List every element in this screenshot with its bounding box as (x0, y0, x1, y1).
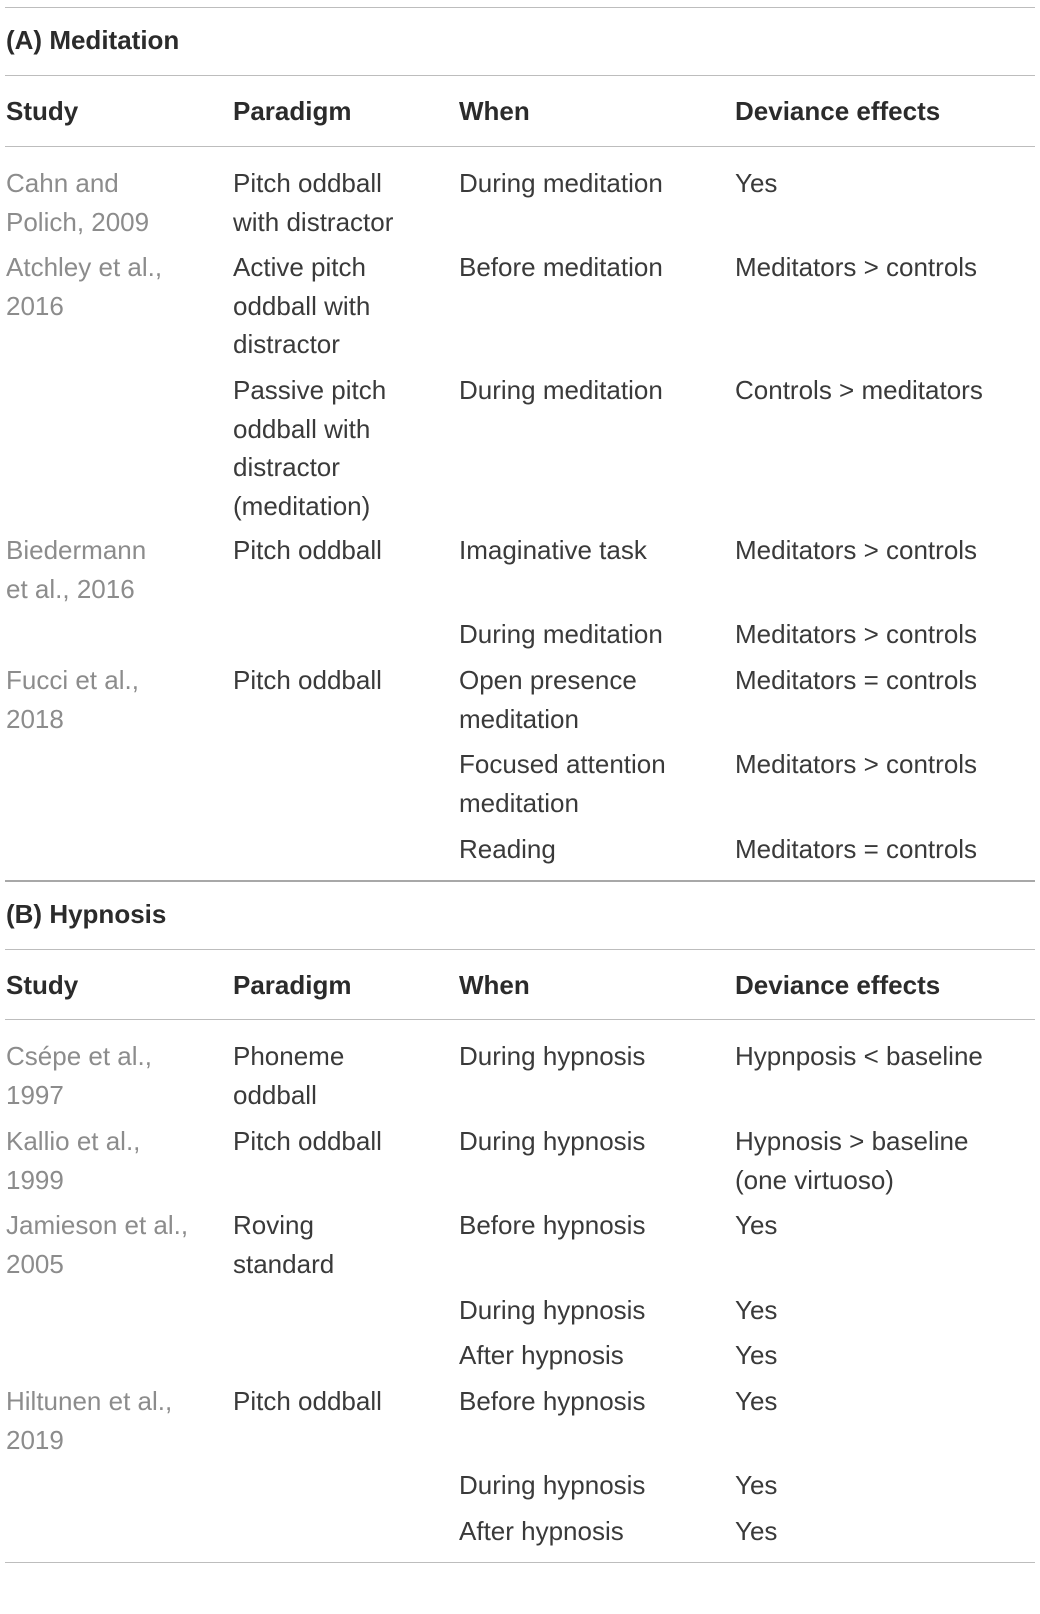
table-cell-effect: Yes (735, 1210, 778, 1240)
table-cell-effect: Meditators > controls (735, 619, 978, 649)
table-cell-paradigm: Phoneme oddball (233, 1041, 345, 1110)
table-cell-effect: Hypnposis < baseline (735, 1041, 983, 1071)
table-cell-when: During hypnosis (459, 1041, 646, 1071)
table-cell-effect: Yes (735, 1386, 778, 1416)
table-cell-when: During meditation (459, 619, 663, 649)
table-cell-when: During meditation (459, 375, 663, 405)
bottom-rule (5, 1562, 1035, 1563)
table-cell-study: Cahn and Polich, 2009 (6, 168, 150, 237)
section-b-title: (B) Hypnosis (6, 899, 167, 929)
table-cell-when: Reading (459, 834, 556, 864)
table-cell-when: After hypnosis (459, 1516, 624, 1546)
section-b-header-deviance: Deviance effects (735, 970, 941, 1000)
table-cell-effect: Yes (735, 1470, 778, 1500)
section-a-header-paradigm: Paradigm (233, 96, 352, 126)
table-cell-effect: Hypnosis > baseline (one virtuoso) (735, 1126, 969, 1195)
table-cell-when: Focused attention meditation (459, 749, 666, 818)
table-cell-when: During meditation (459, 168, 663, 198)
table-cell-when: After hypnosis (459, 1340, 624, 1370)
table-cell-effect: Meditators > controls (735, 749, 978, 779)
table-cell-paradigm: Pitch oddball (233, 1386, 382, 1416)
section-b-header-study: Study (6, 970, 79, 1000)
table-cell-study: Fucci et al., 2018 (6, 665, 139, 734)
table-cell-effect: Meditators = controls (735, 834, 978, 864)
section-a-header-deviance: Deviance effects (735, 96, 941, 126)
table-cell-when: During hypnosis (459, 1126, 646, 1156)
table-cell-effect: Meditators > controls (735, 252, 978, 282)
table-cell-paradigm: Pitch oddball with distractor (233, 168, 394, 237)
table-cell-when: Before hypnosis (459, 1386, 646, 1416)
section-divider-rule (5, 880, 1035, 882)
table-cell-when: Open presence meditation (459, 665, 637, 734)
table-cell-effect: Yes (735, 1516, 778, 1546)
table-cell-when: Before hypnosis (459, 1210, 646, 1240)
table-cell-study: Kallio et al., 1999 (6, 1126, 141, 1195)
table-cell-effect: Yes (735, 168, 778, 198)
section-a-title-rule (5, 75, 1035, 76)
table-cell-study: Csépe et al., 1997 (6, 1041, 152, 1110)
section-b-header-when: When (459, 970, 530, 1000)
table-cell-study: Jamieson et al., 2005 (6, 1210, 189, 1279)
table-cell-study: Hiltunen et al., 2019 (6, 1386, 173, 1455)
table-cell-paradigm: Pitch oddball (233, 665, 382, 695)
section-b-header-rule (5, 1019, 1035, 1020)
table-cell-effect: Meditators > controls (735, 535, 978, 565)
section-b-header-paradigm: Paradigm (233, 970, 352, 1000)
table-cell-effect: Meditators = controls (735, 665, 978, 695)
table-cell-when: During hypnosis (459, 1470, 646, 1500)
section-a-header-study: Study (6, 96, 79, 126)
section-a-header-when: When (459, 96, 530, 126)
table-cell-paradigm: Active pitch oddball with distractor (233, 252, 371, 359)
top-rule (5, 7, 1035, 8)
table-cell-when: During hypnosis (459, 1295, 646, 1325)
table-cell-paradigm: Passive pitch oddball with distractor (meditation) (233, 375, 387, 521)
table-cell-effect: Yes (735, 1295, 778, 1325)
table-cell-when: Imaginative task (459, 535, 647, 565)
table-cell-when: Before meditation (459, 252, 663, 282)
table-cell-study: Biedermann et al., 2016 (6, 535, 147, 604)
table-cell-paradigm: Pitch oddball (233, 535, 382, 565)
table-cell-study: Atchley et al., 2016 (6, 252, 163, 321)
table-cell-effect: Yes (735, 1340, 778, 1370)
table-cell-paradigm: Pitch oddball (233, 1126, 382, 1156)
section-a-title: (A) Meditation (6, 25, 180, 55)
table-cell-effect: Controls > meditators (735, 375, 983, 405)
section-b-title-rule (5, 949, 1035, 950)
table-cell-paradigm: Roving standard (233, 1210, 335, 1279)
section-a-header-rule (5, 146, 1035, 147)
